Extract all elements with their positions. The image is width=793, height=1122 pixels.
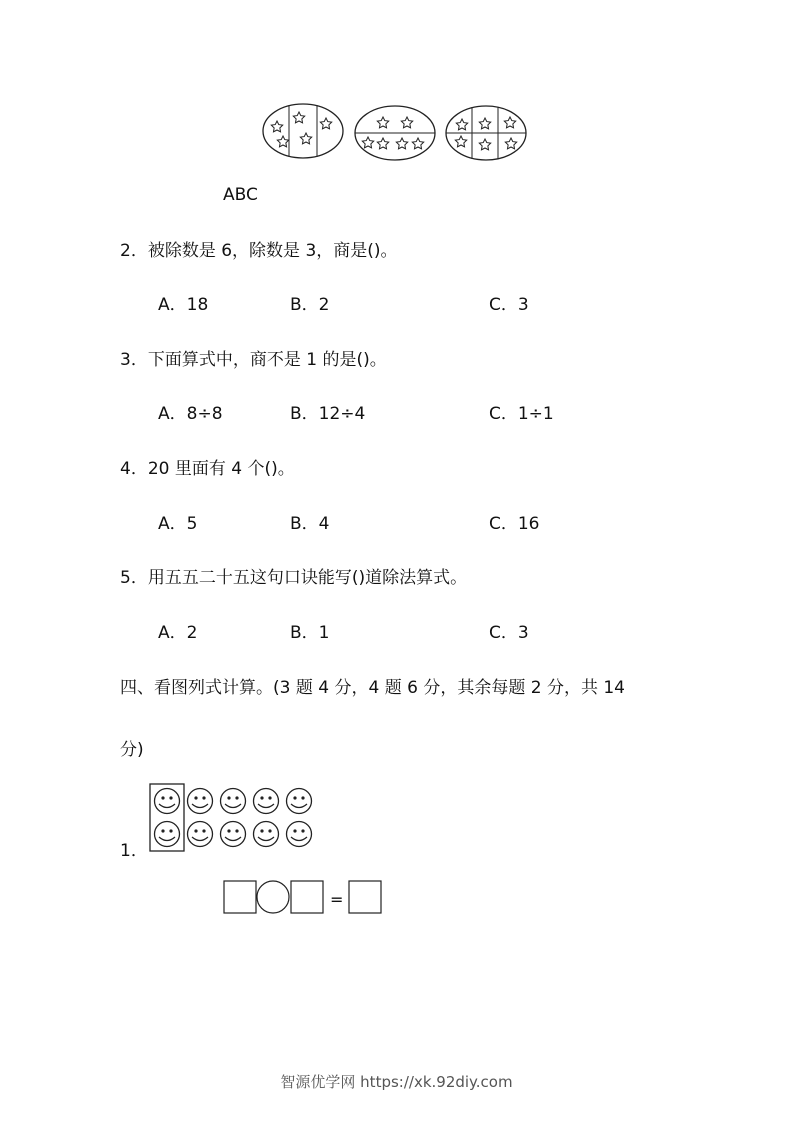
- smiley-icon: [287, 789, 312, 814]
- star-icon: [479, 139, 490, 150]
- question-3-stem: 3．下面算式中，商不是 1 的是()。: [120, 350, 387, 370]
- question-4-option-a[interactable]: A．5: [158, 514, 198, 534]
- footer-watermark: 智源优学网 https://xk.92diy.com: [280, 1073, 513, 1091]
- oval-a: [263, 104, 343, 158]
- star-icon: [401, 117, 412, 128]
- smiley-faces-figure: [0, 780, 793, 860]
- smiley-icon: [221, 822, 246, 847]
- answer-box-3: [349, 881, 381, 913]
- smiley-icon: [254, 789, 279, 814]
- star-icon: [396, 138, 407, 149]
- star-ovals-figure: [0, 0, 793, 170]
- star-icon: [300, 133, 311, 144]
- section-4-heading: 四、看图列式计算。(3 题 4 分，4 题 6 分，其余每题 2 分，共 14: [120, 678, 625, 698]
- question-5-option-a[interactable]: A．2: [158, 623, 198, 643]
- question-2-option-a[interactable]: A．18: [158, 295, 209, 315]
- equals-sign: =: [330, 890, 344, 909]
- answer-box-1: [224, 881, 256, 913]
- question-4-option-c[interactable]: C．16: [489, 514, 540, 534]
- star-icon: [479, 118, 490, 129]
- question-5-option-b[interactable]: B．1: [290, 623, 330, 643]
- smiley-icon: [254, 822, 279, 847]
- question-5-option-c[interactable]: C．3: [489, 623, 529, 643]
- star-icon: [504, 117, 515, 128]
- smiley-icon: [287, 822, 312, 847]
- equation-answer-boxes: [0, 878, 793, 918]
- star-icon: [277, 136, 288, 147]
- oval-c: [446, 106, 526, 160]
- star-icon: [362, 137, 373, 148]
- question-4-option-b[interactable]: B．4: [290, 514, 330, 534]
- smiley-icon: [221, 789, 246, 814]
- star-icon: [377, 138, 388, 149]
- question-2-option-b[interactable]: B．2: [290, 295, 330, 315]
- question-2-stem: 2．被除数是 6，除数是 3，商是()。: [120, 241, 398, 261]
- oval-b: [355, 106, 435, 160]
- star-icon: [271, 121, 282, 132]
- question-3-option-a[interactable]: A．8÷8: [158, 404, 223, 424]
- star-icon: [377, 117, 388, 128]
- question-2-option-c[interactable]: C．3: [489, 295, 529, 315]
- star-icon: [456, 119, 467, 130]
- smiley-icon: [188, 822, 213, 847]
- star-icon: [320, 118, 331, 129]
- answer-box-2: [291, 881, 323, 913]
- smiley-icon: [155, 822, 180, 847]
- star-icon: [505, 138, 516, 149]
- star-icon: [293, 112, 304, 123]
- q1-answer-labels: ABC: [223, 185, 258, 205]
- question-3-option-b[interactable]: B．12÷4: [290, 404, 366, 424]
- question-3-option-c[interactable]: C．1÷1: [489, 404, 554, 424]
- section-4-heading-cont: 分): [120, 740, 144, 760]
- question-4-stem: 4．20 里面有 4 个()。: [120, 459, 295, 479]
- question-5-stem: 5．用五五二十五这句口诀能写()道除法算式。: [120, 568, 468, 588]
- star-icon: [412, 138, 423, 149]
- smiley-icon: [155, 789, 180, 814]
- operator-circle: [257, 881, 289, 913]
- star-icon: [455, 136, 466, 147]
- section-4-item-1-number: 1．: [120, 841, 148, 861]
- smiley-icon: [188, 789, 213, 814]
